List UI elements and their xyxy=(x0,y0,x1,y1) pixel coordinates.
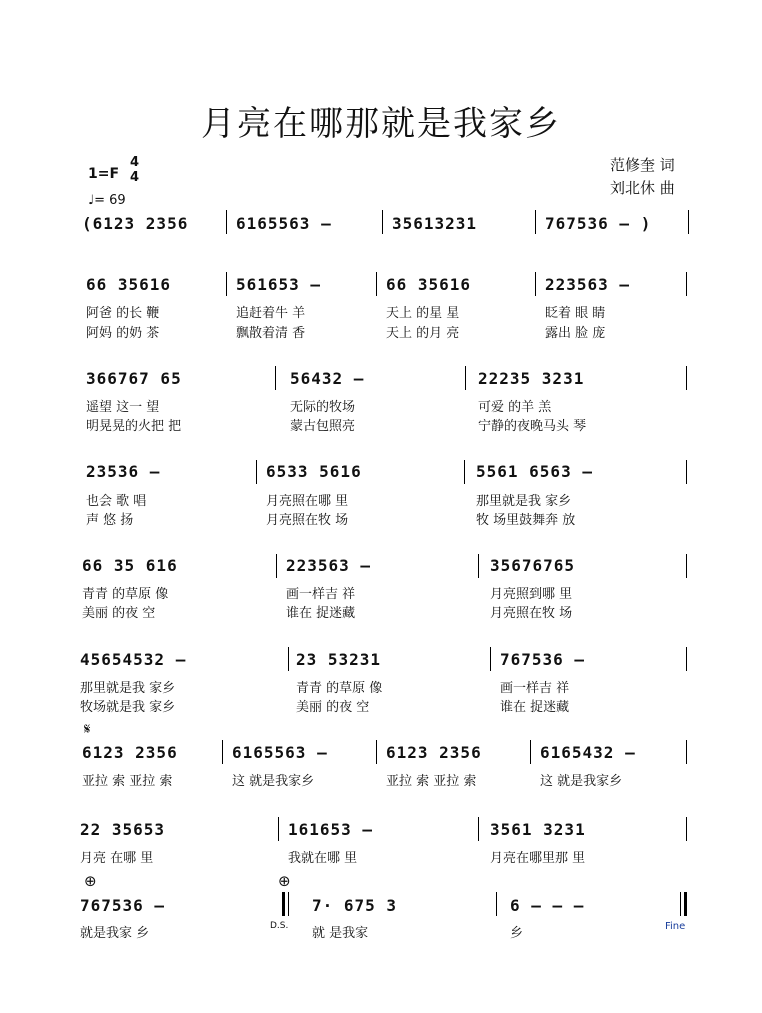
dal-segno-mark: D.S. xyxy=(270,921,289,931)
tempo-mark xyxy=(88,193,126,208)
measure-notes: 6123 2356 xyxy=(386,743,482,762)
barline xyxy=(276,554,277,578)
barline xyxy=(288,892,289,916)
lyric: 谁在 捉迷藏 xyxy=(500,700,570,715)
measure-notes: 3561 3231 xyxy=(490,820,586,839)
barline xyxy=(465,366,466,390)
measure-notes: 7· 675 3 xyxy=(312,896,398,915)
measure-notes: 6165563 – xyxy=(232,743,328,762)
lyric: 阿爸 的长 鞭 xyxy=(86,306,160,321)
lyric: 我就在哪 里 xyxy=(288,851,358,866)
barline xyxy=(256,460,257,484)
measure-notes: 35613231 xyxy=(392,214,478,233)
lyric: 乡 xyxy=(510,926,524,941)
barline xyxy=(478,817,479,841)
measure-notes: 6123 2356 xyxy=(82,743,178,762)
lyric: 遥望 这一 望 xyxy=(86,400,160,415)
lyric: 亚拉 索 亚拉 索 xyxy=(386,774,477,789)
measure-notes: 22235 3231 xyxy=(478,369,585,388)
barline xyxy=(686,740,687,764)
barline xyxy=(222,740,223,764)
final-barline-thin xyxy=(680,892,681,916)
lyric: 牧场就是我 家乡 xyxy=(80,700,176,715)
lyric: 就是我家 乡 xyxy=(80,926,150,941)
lyric: 也会 歌 唱 xyxy=(86,494,147,509)
measure-notes: 561653 – xyxy=(236,275,322,294)
lyric: 追赶着牛 羊 xyxy=(236,306,306,321)
composer-credit: 刘北休 曲 xyxy=(610,179,675,197)
fine-mark: Fine xyxy=(665,921,686,932)
lyric: 就 是我家 xyxy=(312,926,369,941)
lyric: 美丽 的夜 空 xyxy=(296,700,370,715)
lyric: 亚拉 索 亚拉 索 xyxy=(82,774,173,789)
lyric: 这 就是我家乡 xyxy=(232,774,315,789)
measure-notes: 6533 5616 xyxy=(266,462,362,481)
quarter-note-icon: ♩ xyxy=(88,193,95,208)
lyric: 声 悠 扬 xyxy=(86,513,134,528)
barline xyxy=(686,554,687,578)
barline xyxy=(686,647,687,671)
lyric: 青青 的草原 像 xyxy=(82,587,169,602)
lyric: 画一样吉 祥 xyxy=(286,587,356,602)
measure-notes: 767536 – xyxy=(80,896,166,915)
measure-notes: 767536 – xyxy=(500,650,586,669)
barline xyxy=(535,272,536,296)
lyric: 月亮照到哪 里 xyxy=(490,587,573,602)
lyric: 月亮照在牧 场 xyxy=(266,513,349,528)
barline xyxy=(376,740,377,764)
barline xyxy=(686,460,687,484)
barline xyxy=(490,647,491,671)
measure-notes: 23 53231 xyxy=(296,650,382,669)
barline xyxy=(376,272,377,296)
lyric: 天上 的月 亮 xyxy=(386,326,460,341)
lyric: 眨着 眼 睛 xyxy=(545,306,606,321)
measure-notes: 66 35616 xyxy=(86,275,172,294)
barline xyxy=(686,817,687,841)
lyric: 明晃晃的火把 把 xyxy=(86,419,182,434)
lyric: 谁在 捉迷藏 xyxy=(286,606,356,621)
barline xyxy=(688,210,689,234)
measure-notes: 223563 – xyxy=(545,275,631,294)
key-signature: 1=F xyxy=(88,166,120,182)
measure-notes: 35676765 xyxy=(490,556,576,575)
barline xyxy=(275,366,276,390)
barline xyxy=(478,554,479,578)
coda-icon: ⊕ xyxy=(84,872,97,890)
double-barline xyxy=(282,892,285,916)
barline xyxy=(686,366,687,390)
lyric: 那里就是我 家乡 xyxy=(80,681,176,696)
barline xyxy=(226,210,227,234)
barline xyxy=(530,740,531,764)
measure-notes: 6 – – – xyxy=(510,896,585,915)
lyricist-credit: 范修奎 词 xyxy=(610,156,675,174)
page-title: 月亮在哪那就是我家乡 xyxy=(201,104,561,144)
lyric: 蒙古包照亮 xyxy=(290,419,356,434)
segno-icon: 𝄋 xyxy=(84,720,91,738)
barline xyxy=(226,272,227,296)
measure-notes: 223563 – xyxy=(286,556,372,575)
measure-notes: 6165563 – xyxy=(236,214,332,233)
barline xyxy=(288,647,289,671)
lyric: 月亮照在哪 里 xyxy=(266,494,349,509)
measure-notes: 161653 – xyxy=(288,820,374,839)
barline xyxy=(686,272,687,296)
measure-notes: 22 35653 xyxy=(80,820,166,839)
measure-notes: 66 35616 xyxy=(386,275,472,294)
lyric: 天上 的星 星 xyxy=(386,306,460,321)
measure-notes: 767536 – ) xyxy=(545,214,652,233)
measure-notes: (6123 2356 xyxy=(82,214,189,233)
lyric: 宁静的夜晚马头 琴 xyxy=(478,419,587,434)
measure-notes: 5561 6563 – xyxy=(476,462,593,481)
lyric: 那里就是我 家乡 xyxy=(476,494,572,509)
final-barline-thick xyxy=(684,892,687,916)
lyric: 牧 场里鼓舞奔 放 xyxy=(476,513,576,528)
barline xyxy=(464,460,465,484)
meter-bottom: 4 xyxy=(130,170,140,185)
barline xyxy=(496,892,497,916)
lyric: 美丽 的夜 空 xyxy=(82,606,156,621)
tempo-value: = 69 xyxy=(94,193,126,208)
coda-icon: ⊕ xyxy=(278,872,291,890)
measure-notes: 23536 – xyxy=(86,462,161,481)
measure-notes: 6165432 – xyxy=(540,743,636,762)
lyric: 月亮 在哪 里 xyxy=(80,851,154,866)
lyric: 阿妈 的奶 茶 xyxy=(86,326,160,341)
lyric: 月亮照在牧 场 xyxy=(490,606,573,621)
measure-notes: 366767 65 xyxy=(86,369,182,388)
barline xyxy=(535,210,536,234)
measure-notes: 45654532 – xyxy=(80,650,187,669)
meter-top: 4 xyxy=(130,155,140,170)
barline xyxy=(382,210,383,234)
lyric: 无际的牧场 xyxy=(290,400,356,415)
measure-notes: 56432 – xyxy=(290,369,365,388)
lyric: 画一样吉 祥 xyxy=(500,681,570,696)
lyric: 青青 的草原 像 xyxy=(296,681,383,696)
lyric: 月亮在哪里那 里 xyxy=(490,851,586,866)
barline xyxy=(278,817,279,841)
lyric: 露出 脸 庞 xyxy=(545,326,606,341)
lyric: 可爱 的羊 羔 xyxy=(478,400,552,415)
lyric: 这 就是我家乡 xyxy=(540,774,623,789)
measure-notes: 66 35 616 xyxy=(82,556,178,575)
lyric: 飘散着清 香 xyxy=(236,326,306,341)
time-signature xyxy=(130,155,139,185)
